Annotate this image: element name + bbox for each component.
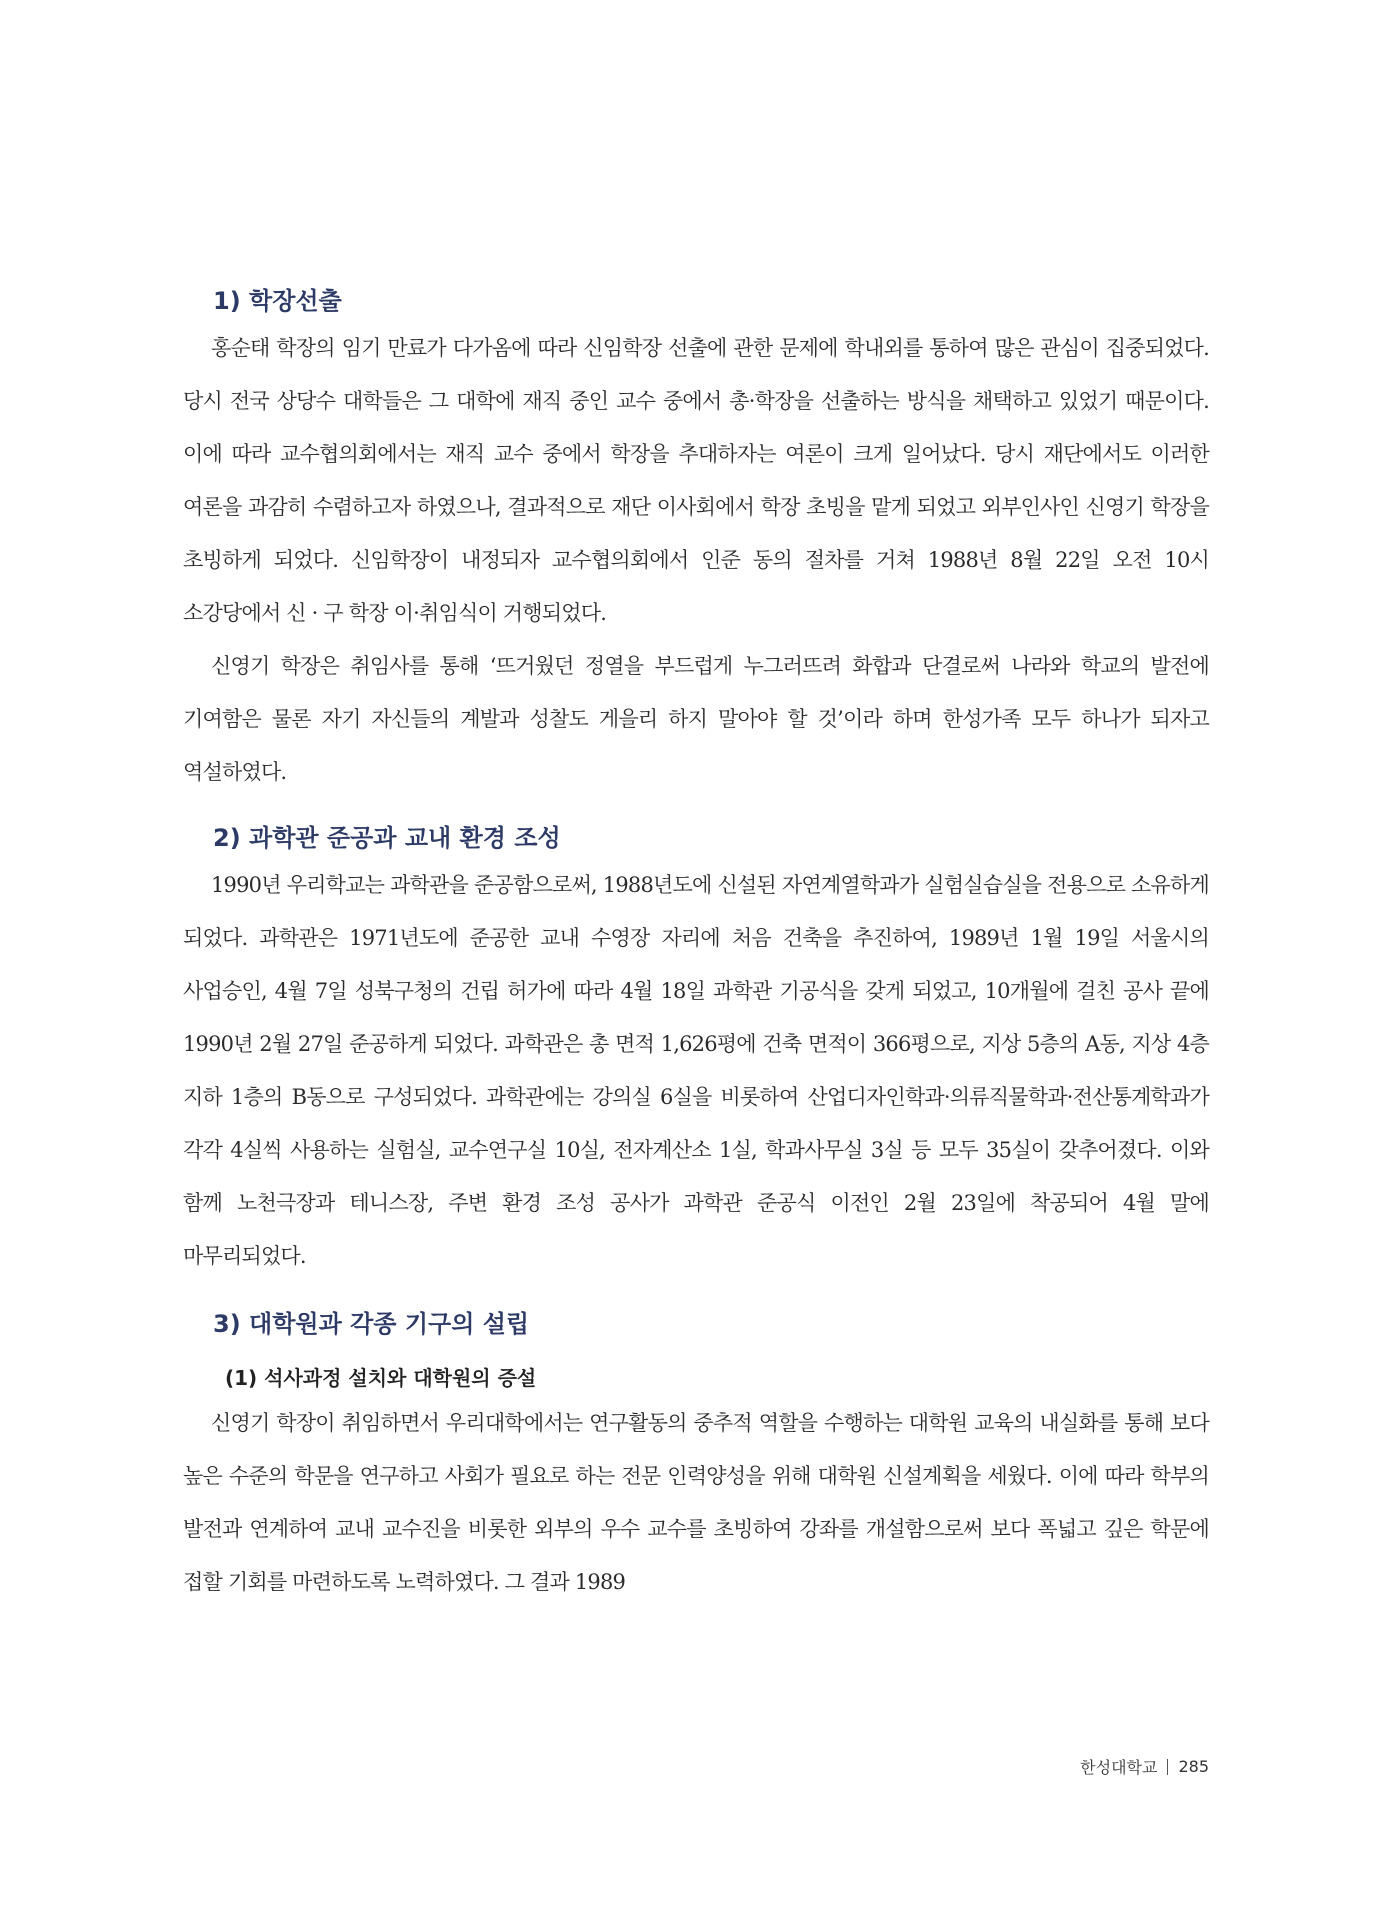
footer-school-name: 한성대학교 <box>1080 1758 1158 1777</box>
section-heading-president-election: 1) 학장선출 <box>213 287 342 315</box>
section-heading-science-hall: 2) 과학관 준공과 교내 환경 조성 <box>213 824 561 852</box>
page-footer <box>1080 1755 1209 1778</box>
paragraph: 홍순태 학장의 임기 만료가 다가옴에 따라 신임학장 선출에 관한 문제에 학내외를 통하여 많은 관심이 집중되었다. 당시 전국 상당수 대학들은 그 대학에 재직 중인 교수 중에서 총·학장을 선출하는 방식을 채택하고 있었기 때문이다. 이에 따라 교수협의회에서는 재직 교수 중에서 학장을 추대하자는 여론이 크게 일어났다. 당시 재단에서도 이러한 여론을 과감히 수렴하고자 하였으나, 결과적으로 재단 이사회에서 학장 초빙을 맡게 되었고 외부인사인 신영기 학장을 초빙하게 되었다. 신임학장이 내정되자 교수협의회에서 인준 동의 절차를 거쳐 1988년 8월 22일 오전 10시 소강당에서 신 · 구 학장 이·취임식이 거행되었다. <box>183 336 1209 625</box>
footer-divider <box>1167 1759 1168 1775</box>
paragraph: 신영기 학장은 취임사를 통해 ‘뜨거웠던 정열을 부드럽게 누그러뜨려 화합과 단결로써 나라와 학교의 발전에 기여함은 물론 자기 자신들의 계발과 성찰도 게을리 하지 말아야 할 것’이라 하며 한성가족 모두 하나가 되자고 역설하였다. <box>183 654 1209 784</box>
paragraph: 1990년 우리학교는 과학관을 준공함으로써, 1988년도에 신설된 자연계열학과가 실험실습실을 전용으로 소유하게 되었다. 과학관은 1971년도에 준공한 교내 수영장 자리에 처음 건축을 추진하여, 1989년 1월 19일 서울시의 사업승인, 4월 7일 성북구청의 건립 허가에 따라 4월 18일 과학관 기공식을 갖게 되었고, 10개월에 걸친 공사 끝에 1990년 2월 27일 준공하게 되었다. 과학관은 총 면적 1,626평에 건축 면적이 366평으로, 지상 5층의 A동, 지상 4층 지하 1층의 B동으로 구성되었다. 과학관에는 강의실 6실을 비롯하여 산업디자인학과·의류직물학과·전산통계학과가 각각 4실씩 사용하는 실험실, 교수연구실 10실, 전자계산소 1실, 학과사무실 3실 등 모두 35실이 갖추어졌다. 이와 함께 노천극장과 테니스장, 주변 환경 조성 공사가 과학관 준공식 이전인 2월 23일에 착공되어 4월 말에 마무리되었다. <box>183 873 1209 1268</box>
section-heading-graduate-school: 3) 대학원과 각종 기구의 설립 <box>213 1310 530 1338</box>
page-body <box>183 284 1209 1609</box>
subsection-heading-masters-program: (1) 석사과정 설치와 대학원의 증설 <box>225 1366 537 1390</box>
page-number: 285 <box>1178 1757 1209 1776</box>
paragraph: 신영기 학장이 취임하면서 우리대학에서는 연구활동의 중추적 역할을 수행하는 대학원 교육의 내실화를 통해 보다 높은 수준의 학문을 연구하고 사회가 필요로 하는 전문 인력양성을 위해 대학원 신설계획을 세웠다. 이에 따라 학부의 발전과 연계하여 교내 교수진을 비롯한 외부의 우수 교수를 초빙하여 강좌를 개설함으로써 보다 폭넓고 깊은 학문에 접할 기회를 마련하도록 노력하였다. 그 결과 1989 <box>183 1411 1209 1594</box>
